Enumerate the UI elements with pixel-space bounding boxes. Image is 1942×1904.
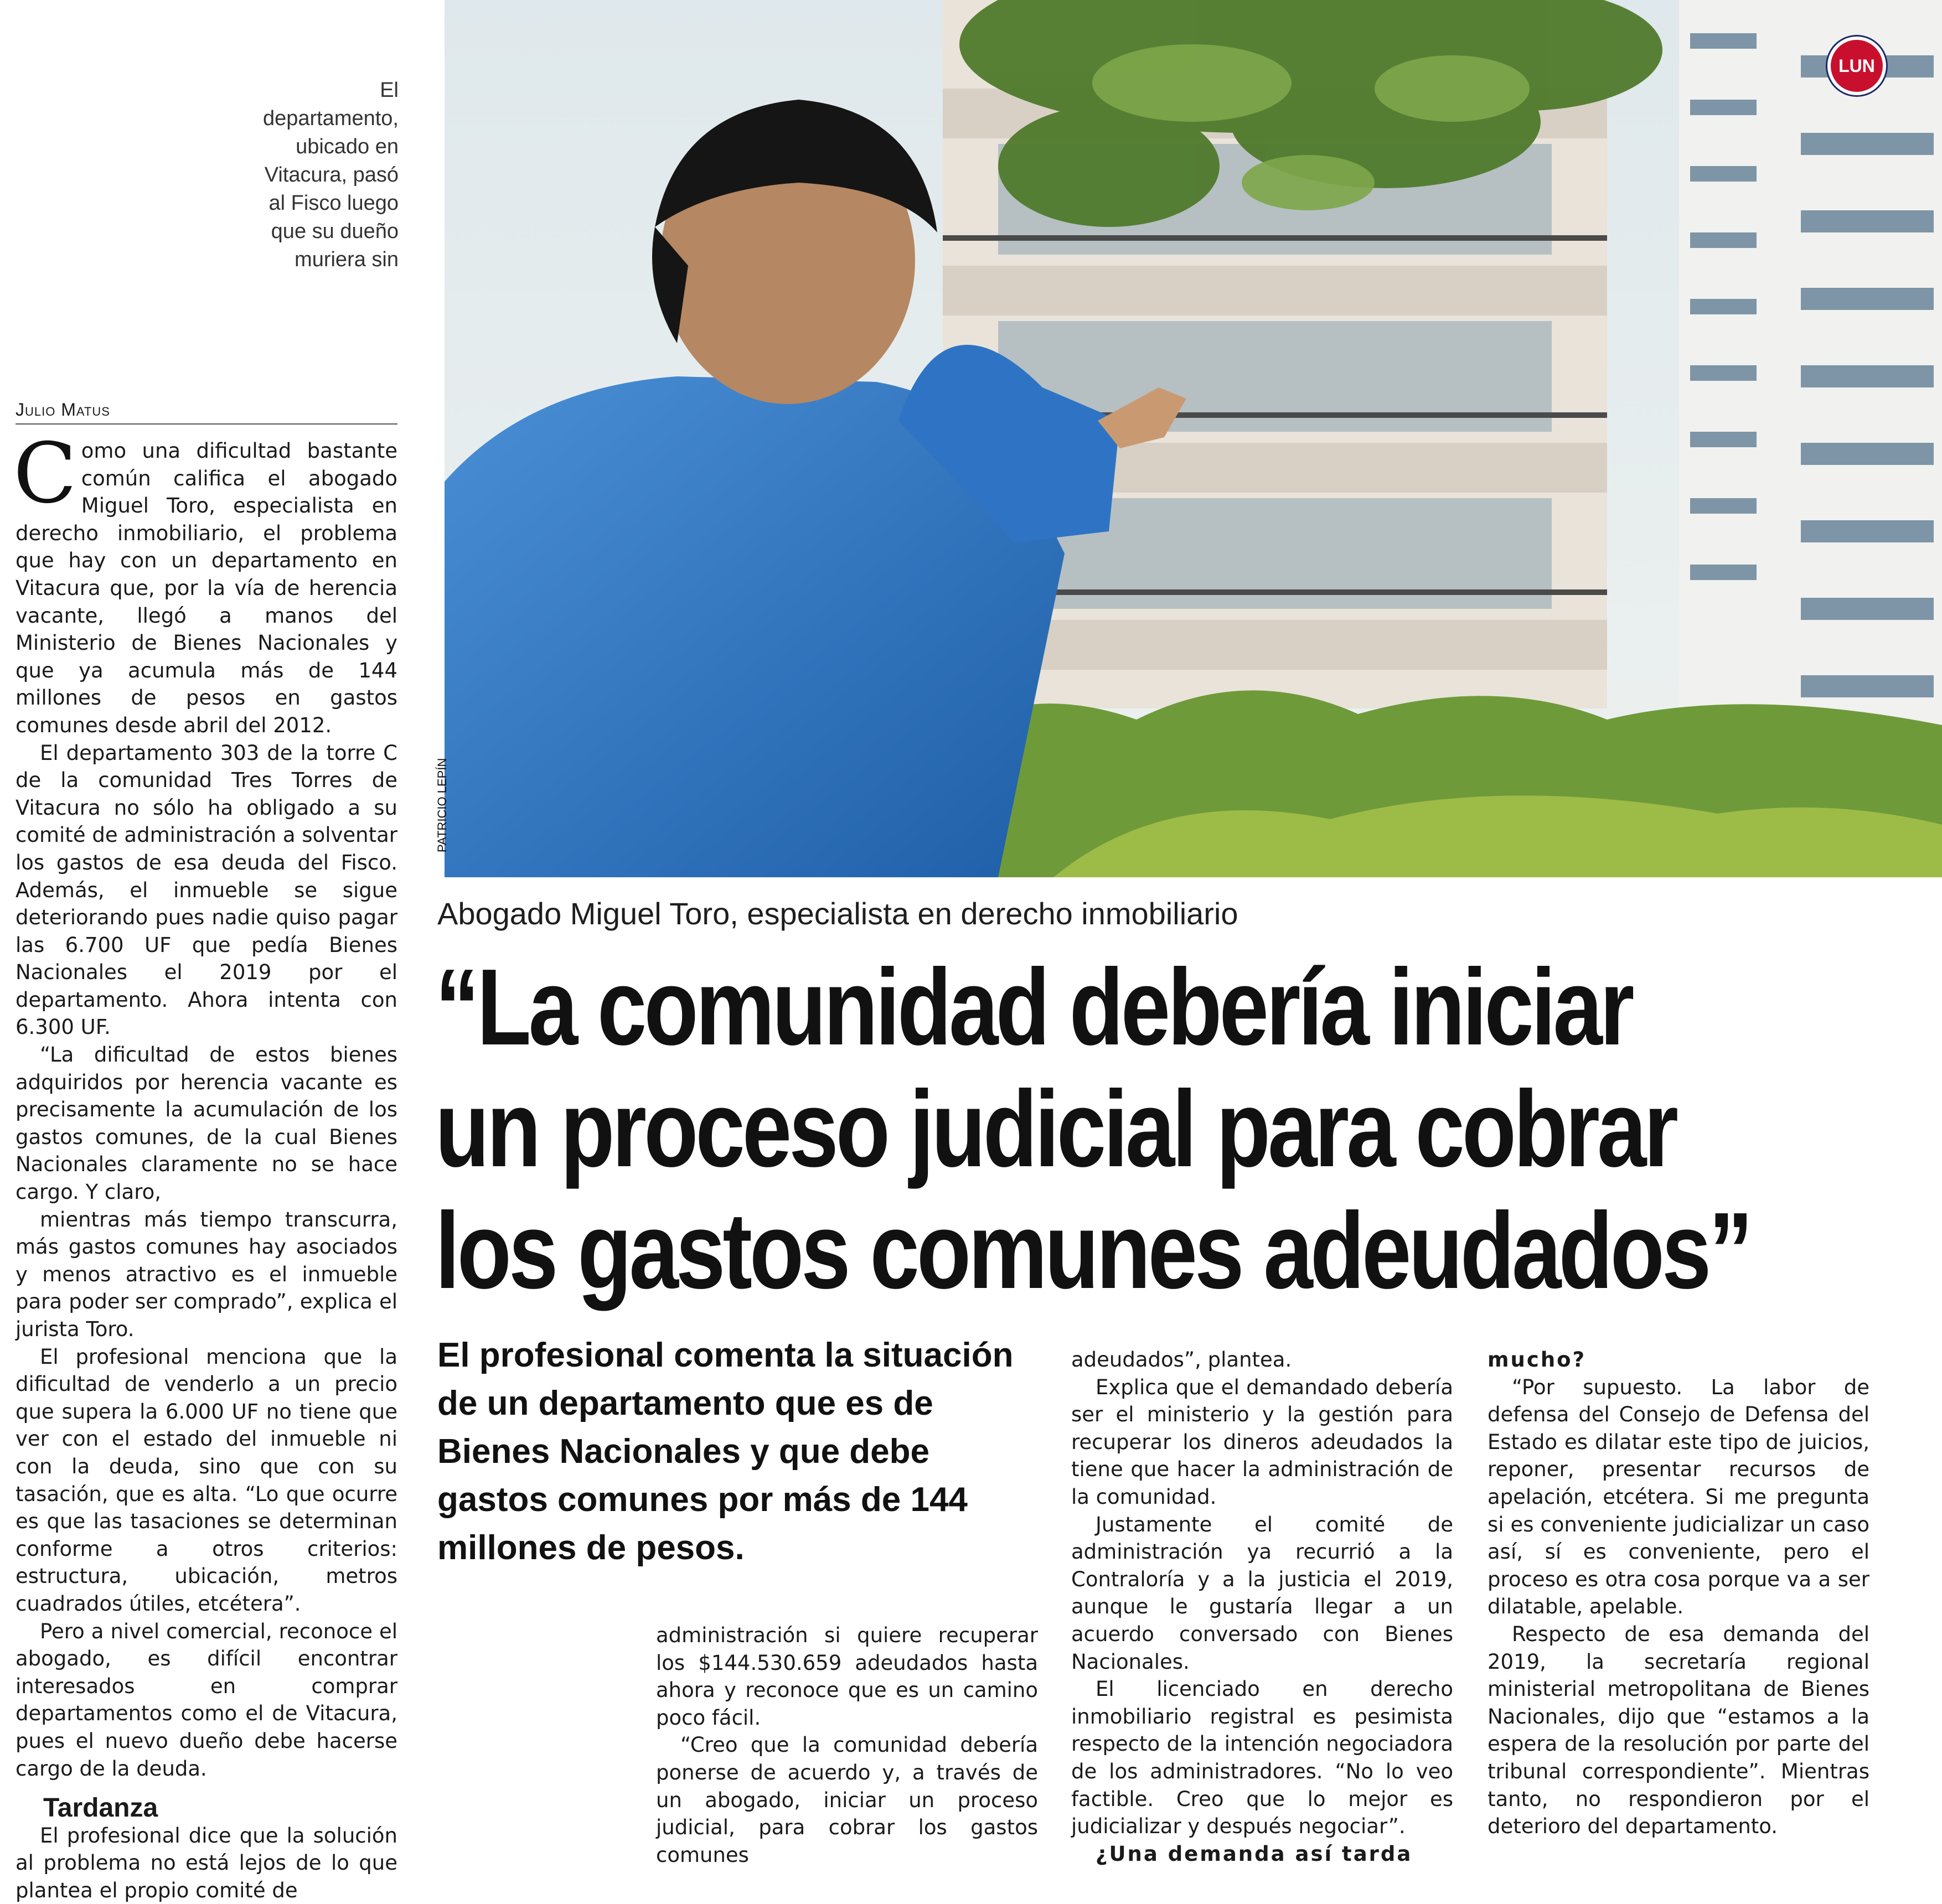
caption-line: ubicado en [296, 135, 399, 158]
caption-line: Vitacura, pasó [264, 163, 399, 187]
subhead: Tardanza [43, 1793, 158, 1823]
deck-line: gastos comunes por más de 144 [437, 1481, 968, 1519]
paragraph: Explica que el demandado debería ser el ministerio y la gestión para recuperar los dineros adeudados la tiene que hacer la administración de la comunidad. [1071, 1375, 1453, 1509]
article-column-1 [13, 426, 397, 1904]
deck-line: El profesional comenta la situación [437, 1336, 1014, 1374]
headline-line: “La comunidad debería iniciar [435, 946, 1632, 1068]
paragraph: “Creo que la comunidad debería ponerse de acuerdo y, a través de un abogado, iniciar un proceso judicial, para cobrar los gastos comunes [656, 1733, 1038, 1867]
paragraph-text: omo una dificultad bastante común califica el abogado Miguel Toro, especialista en derecho inmobiliario, el problema que hay con un departamento en Vitacura que, por la vía de herencia vacante, llegó a manos del Ministerio de Bienes Nacionales y que ya acumula más de 144 millones de pesos en gastos comunes desde abril del 2012. [16, 439, 397, 737]
byline: Julio Matus [16, 400, 397, 425]
logo-text: LUN [1838, 55, 1875, 76]
headline-line: un proceso judicial para cobrar [435, 1068, 1676, 1189]
photo-side-caption [210, 76, 399, 274]
article-column-4 [1488, 1346, 1869, 1840]
paragraph: El licenciado en derecho inmobiliario registral es pesimista respecto de la intención negociadora de los administradores. “No lo veo factible. Creo que lo mejor es judicializar y después negociar”. [1071, 1677, 1453, 1839]
kicker: Abogado Miguel Toro, especialista en derecho inmobiliario [437, 896, 1238, 931]
headline-line: los gastos comunes adeudados” [435, 1190, 1750, 1311]
article-photo [445, 0, 1942, 877]
caption-line: muriera sin [295, 248, 399, 271]
deck-line: millones de pesos. [437, 1529, 745, 1567]
caption-line: que su dueño [271, 220, 399, 243]
drop-cap: C [13, 426, 77, 522]
lun-logo [1831, 40, 1883, 92]
paragraph: El departamento 303 de la torre C de la comunidad Tres Torres de Vitacura no sólo ha obligado a su comité de administración a solventar los gastos de esa deuda del Fisco. Además, el inmueble se sigue deteriorando pues nadie quiso pagar las 6.700 UF que pedía Bienes Nacionales el 2019 por el departamento. Ahora intenta con 6.300 UF. [16, 741, 397, 1039]
paragraph: El profesional dice que la solución al problema no está lejos de lo que plantea el propio comité de [16, 1823, 397, 1902]
article-column-3 [1071, 1346, 1453, 1867]
deck-line: Bienes Nacionales y que debe [437, 1432, 930, 1471]
paragraph: Justamente el comité de administración ya recurrió a la Contraloría y a la justicia el 2019, aunque le gustaría llegar a un acuerdo conversado con Bienes Nacionales. [1071, 1512, 1453, 1674]
question: ¿Una demanda así tarda [1096, 1841, 1413, 1866]
article-column-2 [656, 1622, 1038, 1869]
headline [435, 946, 1930, 1312]
paragraph: adeudados”, plantea. [1071, 1348, 1292, 1372]
paragraph [13, 426, 397, 739]
paragraph: “La dificultad de estos bienes adquiridos por herencia vacante es precisamente la acumulación de los gastos comunes, de la cual Bienes Nacionales claramente no se hace cargo. Y claro, [16, 1043, 397, 1204]
paragraph: mientras más tiempo transcurra, más gastos comunes hay asociados y menos atractivo es el inmueble para poder ser comprado”, explica el jurista Toro. [16, 1207, 397, 1341]
photo-credit: PATRICIO LEPÍN [435, 758, 449, 852]
paragraph: El profesional menciona que la dificultad de venderlo a un precio que supera la 6.000 UF no tiene que ver con el estado del inmueble ni con la deuda, sino que con su tasación, que es alta. “Lo que ocurre es que las tasaciones se determinan conforme a otros criterios: estructura, ubicación, metros cuadrados útiles, etcétera”. [16, 1344, 397, 1616]
question: mucho? [1488, 1348, 1587, 1372]
caption-line: departamento, [262, 107, 399, 130]
caption-line: El [380, 79, 399, 102]
paragraph: “Por supuesto. La labor de defensa del Consejo de Defensa del Estado es dilatar este tipo de juicios, reponer, presentar recursos de apelación, etcétera. Si me pregunta si es conveniente judicializar un caso así, sí es conveniente, pero el proceso es otra cosa porque va a ser dilatable, apelable. [1488, 1375, 1869, 1619]
deck [437, 1331, 1057, 1572]
photo-illustration [445, 0, 1942, 877]
paragraph: administración si quiere recuperar los $144.530.659 adeudados hasta ahora y reconoce que es un camino poco fácil. [656, 1623, 1038, 1730]
paragraph: Pero a nivel comercial, reconoce el abogado, es difícil encontrar interesados en comprar departamentos como el de Vitacura, pues el nuevo dueño debe hacerse cargo de la deuda. [16, 1619, 397, 1781]
paragraph: Respecto de esa demanda del 2019, la secretaría regional ministerial metropolitana de Bienes Nacionales, dijo que “estamos a la espera de la resolución por parte del tribunal correspondiente”. Mientras tanto, no respondieron por el deterioro del departamento. [1488, 1622, 1869, 1839]
caption-line: al Fisco luego [268, 192, 399, 215]
deck-line: de un departamento que es de [437, 1384, 933, 1422]
